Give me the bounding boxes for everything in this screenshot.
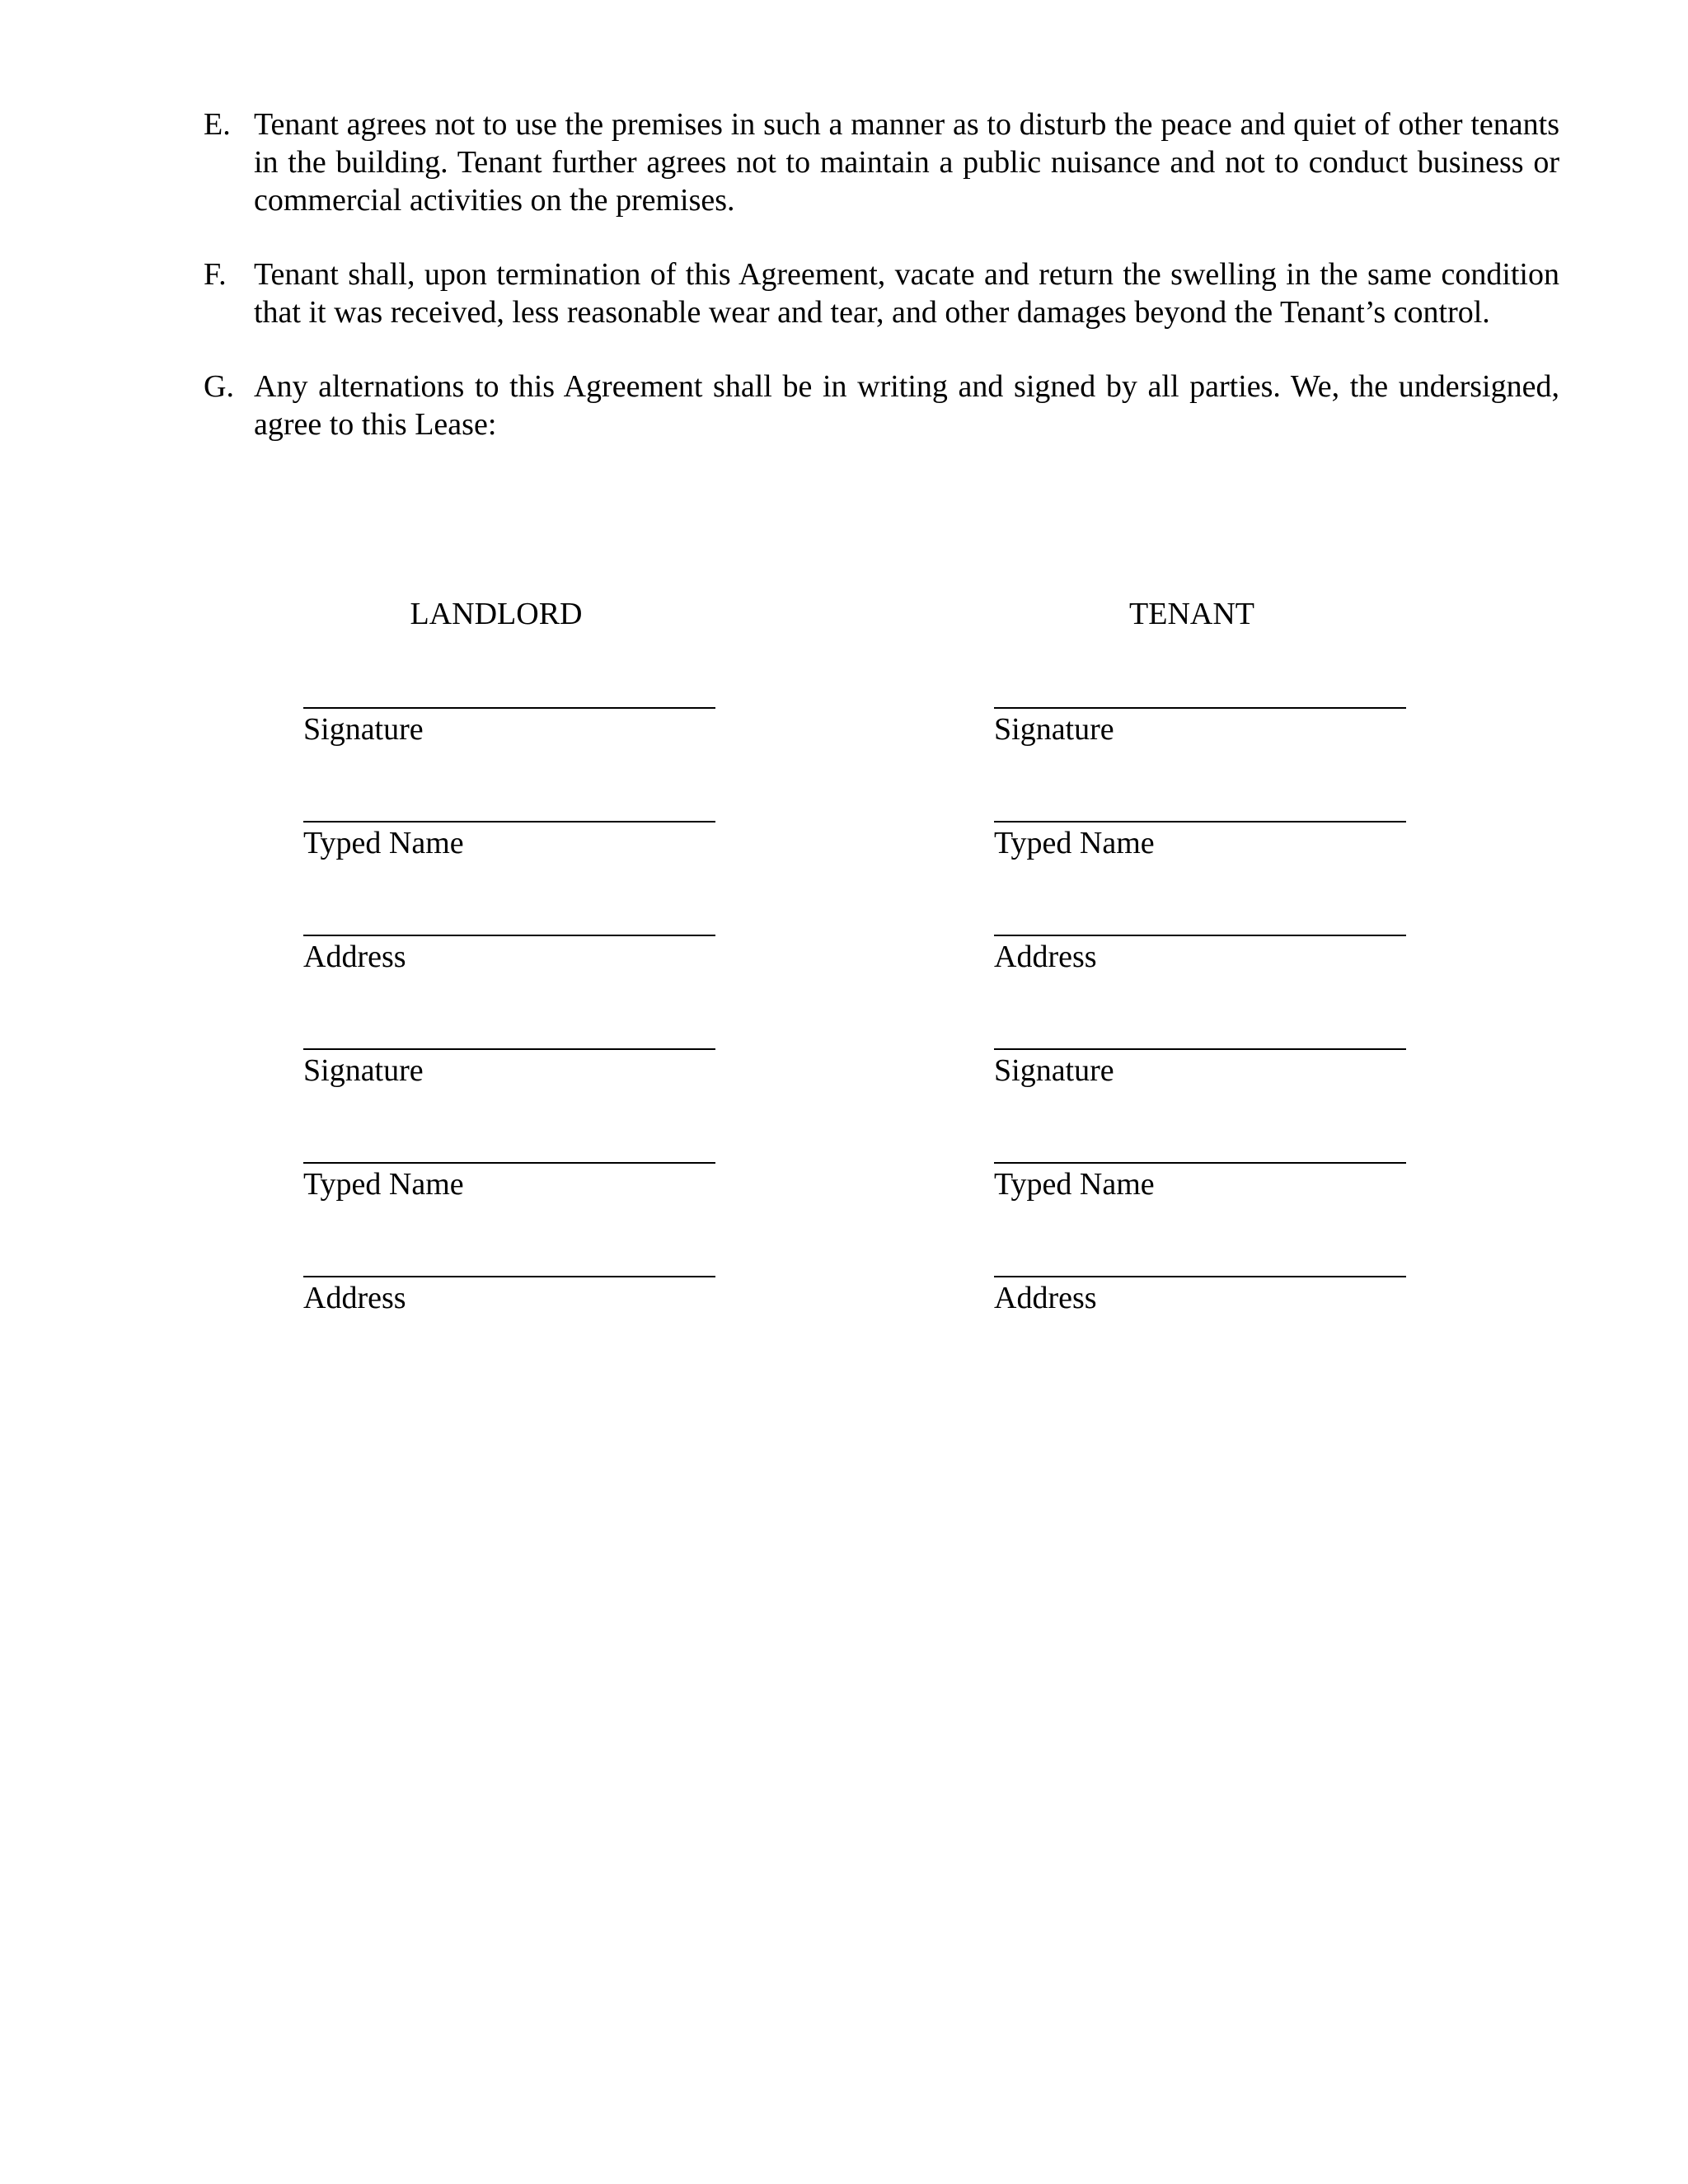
- tenant-signature-field-2[interactable]: [994, 1048, 1406, 1162]
- tenant-signature-field[interactable]: [994, 707, 1406, 821]
- landlord-address-field[interactable]: [303, 935, 715, 1048]
- lease-clauses: [204, 105, 1559, 480]
- clause-letter: G.: [204, 369, 234, 404]
- signature-line: [994, 935, 1406, 936]
- landlord-heading: LANDLORD: [410, 597, 583, 631]
- field-label: Signature: [994, 712, 1114, 747]
- field-label: Address: [303, 940, 406, 974]
- clause-g: [204, 368, 1559, 443]
- tenant-address-field[interactable]: [994, 935, 1406, 1048]
- signature-line: [994, 1276, 1406, 1277]
- signature-line: [994, 1162, 1406, 1164]
- field-label: Signature: [303, 1053, 424, 1088]
- landlord-typed-name-field[interactable]: [303, 821, 715, 935]
- landlord-signature-field[interactable]: [303, 707, 715, 821]
- field-label: Signature: [994, 1053, 1114, 1088]
- tenant-typed-name-field[interactable]: [994, 821, 1406, 935]
- landlord-signature-field-2[interactable]: [303, 1048, 715, 1162]
- tenant-address-field-2[interactable]: [994, 1276, 1406, 1390]
- tenant-signature-block: [994, 707, 1406, 1390]
- clause-text: Tenant agrees not to use the premises in such a manner as to disturb the peace and quiet of other tenants in the building. Tenant further agrees not to maintain a public nuisance and not to conduct business or commercial activities on the premises.: [254, 107, 1559, 218]
- clause-letter: F.: [204, 257, 227, 292]
- signature-line: [303, 707, 715, 709]
- field-label: Signature: [303, 712, 424, 747]
- clause-letter: E.: [204, 107, 231, 142]
- signature-line: [994, 821, 1406, 823]
- signature-line: [303, 1276, 715, 1277]
- landlord-signature-block: [303, 707, 715, 1390]
- field-label: Typed Name: [303, 826, 464, 860]
- clause-e: [204, 105, 1559, 219]
- signature-line: [303, 821, 715, 823]
- clause-text: Any alternations to this Agreement shall be in writing and signed by all parties. We, the undersigned, agree to this Lease:: [254, 369, 1559, 442]
- tenant-heading: TENANT: [1129, 597, 1254, 631]
- field-label: Typed Name: [994, 1167, 1155, 1202]
- clause-f: [204, 255, 1559, 331]
- signature-line: [303, 1048, 715, 1050]
- signature-line: [994, 707, 1406, 709]
- signature-line: [303, 935, 715, 936]
- landlord-typed-name-field-2[interactable]: [303, 1162, 715, 1276]
- field-label: Address: [994, 1281, 1097, 1315]
- signature-line: [994, 1048, 1406, 1050]
- field-label: Typed Name: [994, 826, 1155, 860]
- signature-line: [303, 1162, 715, 1164]
- field-label: Typed Name: [303, 1167, 464, 1202]
- landlord-address-field-2[interactable]: [303, 1276, 715, 1390]
- tenant-typed-name-field-2[interactable]: [994, 1162, 1406, 1276]
- field-label: Address: [303, 1281, 406, 1315]
- clause-text: Tenant shall, upon termination of this Agreement, vacate and return the swelling in the same condition that it was received, less reasonable wear and tear, and other damages beyond the Tenant’s control.: [254, 257, 1559, 330]
- field-label: Address: [994, 940, 1097, 974]
